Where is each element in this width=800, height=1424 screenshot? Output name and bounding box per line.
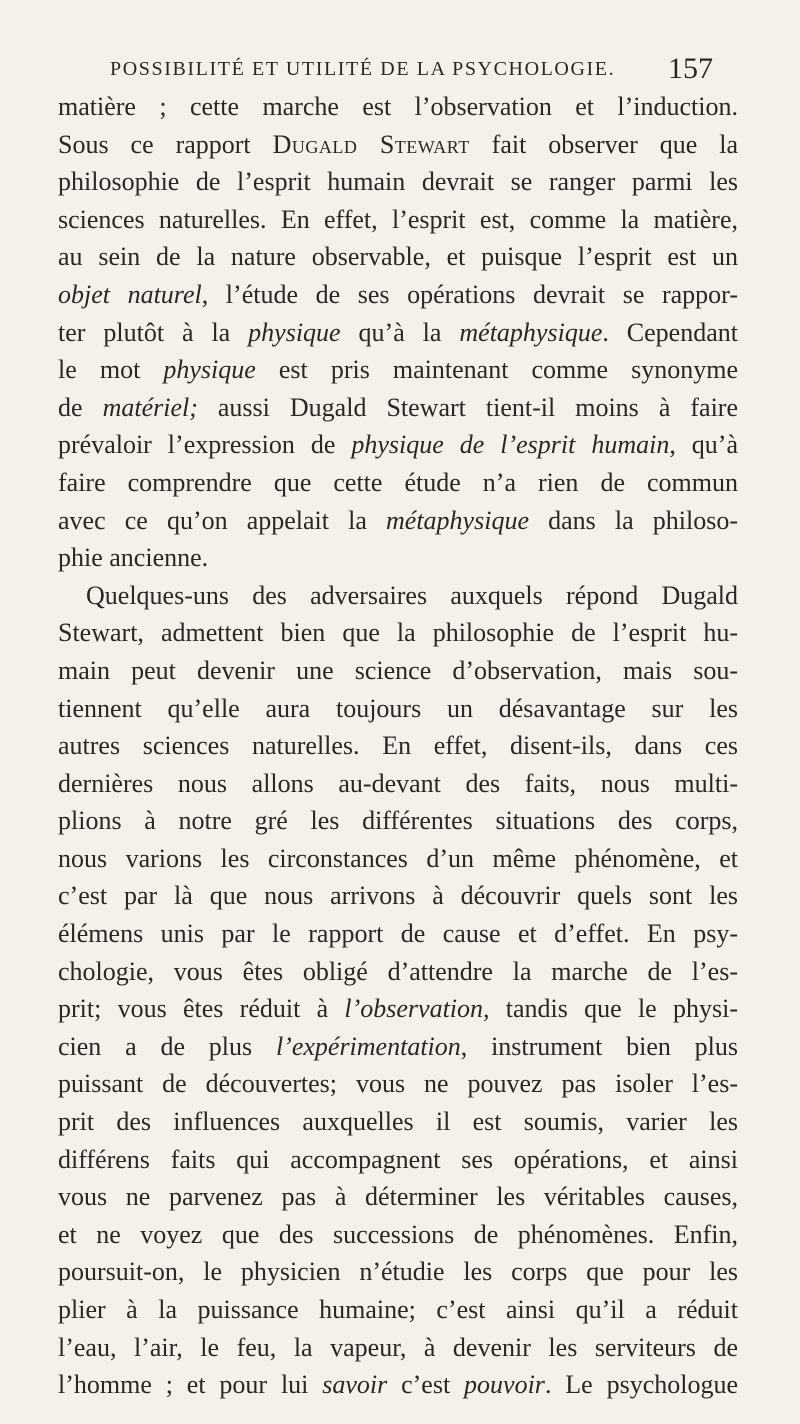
text-run: c’est par là que nous arrivons à découvrir quels sont les	[58, 881, 738, 911]
text-line	[58, 1065, 738, 1103]
text-line	[58, 690, 738, 728]
text-line	[58, 88, 738, 126]
text-run: l’homme ; et pour lui	[58, 1370, 323, 1400]
body-text	[58, 88, 738, 1404]
text-run: et ne voyez que des successions de phénomènes. Enfin,	[58, 1219, 738, 1249]
text-line	[58, 840, 738, 878]
text-run: tiennent qu’elle aura toujours un désavantage sur les	[58, 693, 738, 723]
text-run: nous varions les circonstances d’un même phénomène, et	[58, 843, 738, 873]
text-line	[58, 1103, 738, 1141]
text-run: tandis que le physi-	[489, 994, 738, 1024]
text-run: Stewart, admettent bien que la philosophie de l’esprit hu-	[58, 618, 738, 648]
text-line	[58, 276, 738, 314]
italic-text: l’observation,	[344, 994, 490, 1024]
text-line	[58, 765, 738, 803]
text-line	[58, 539, 738, 577]
text-run: . Le psychologue	[544, 1370, 738, 1400]
text-line	[58, 201, 738, 239]
text-line	[58, 1329, 738, 1367]
text-line	[58, 314, 738, 352]
italic-text: l’expérimentation	[275, 1031, 461, 1061]
text-line	[58, 990, 738, 1028]
text-run: autres sciences naturelles. En effet, disent-ils, dans ces	[58, 731, 738, 761]
italic-text: métaphysique	[386, 505, 529, 535]
text-line	[58, 652, 738, 690]
text-run: prit; vous êtes réduit à	[58, 994, 345, 1024]
page-number: 157	[668, 52, 713, 85]
text-line	[58, 464, 738, 502]
italic-text: physique	[163, 355, 256, 385]
running-title: POSSIBILITÉ ET UTILITÉ DE LA PSYCHOLOGIE.	[110, 58, 616, 80]
text-line	[58, 426, 738, 464]
text-line	[58, 1178, 738, 1216]
text-run: de	[58, 392, 103, 422]
text-line	[58, 1216, 738, 1254]
text-run: c’est	[387, 1370, 465, 1400]
text-line	[58, 727, 738, 765]
text-run: faire comprendre que cette étude n’a rien de commun	[58, 467, 738, 497]
text-run: l’eau, l’air, le feu, la vapeur, à devenir les serviteurs de	[58, 1332, 738, 1362]
text-run: cien a de plus	[58, 1031, 276, 1061]
running-head	[0, 52, 800, 92]
text-line	[58, 389, 738, 427]
text-run: différens faits qui accompagnent ses opérations, et ainsi	[58, 1144, 738, 1174]
text-run: fait observer que la	[469, 129, 738, 159]
text-line	[58, 915, 738, 953]
text-line	[58, 1028, 738, 1066]
text-line	[58, 238, 738, 276]
italic-text: objet naturel	[58, 279, 202, 309]
text-run: philosophie de l’esprit humain devrait se ranger parmi les	[58, 167, 738, 197]
text-run: dernières nous allons au-devant des faits, nous multi-	[58, 768, 738, 798]
text-run: , l’étude de ses opérations devrait se rappor-	[201, 279, 738, 309]
text-line	[58, 502, 738, 540]
text-run: au sein de la nature observable, et puisque l’esprit est un	[58, 242, 738, 272]
text-line	[58, 1291, 738, 1329]
italic-text: métaphysique	[459, 317, 603, 347]
text-run: plier à la puissance humaine; c’est ainsi qu’il a réduit	[58, 1295, 738, 1324]
text-run: puissant de découvertes; vous ne pouvez pas isoler l’es-	[58, 1069, 738, 1099]
text-run: prit des influences auxquelles il est soumis, varier les	[58, 1107, 738, 1137]
text-run: chologie, vous êtes obligé d’attendre la marche de l’es-	[58, 956, 738, 986]
text-run: est pris maintenant comme synonyme	[255, 355, 738, 385]
text-line	[58, 126, 738, 164]
text-run: ter plutôt à la	[58, 317, 249, 347]
text-run: phie ancienne.	[58, 543, 209, 573]
text-line	[58, 614, 738, 652]
text-run: élémens unis par le rapport de cause et d’effet. En psy-	[58, 919, 738, 949]
text-run: sciences naturelles. En effet, l’esprit est, comme la matière,	[58, 204, 738, 234]
text-run: matière ; cette marche est l’observation et l’induction.	[58, 92, 738, 121]
text-run: avec ce qu’on appelait la	[58, 505, 387, 535]
text-run: plions à notre gré les différentes situations des corps,	[58, 806, 738, 836]
text-run: Sous ce rapport	[58, 129, 273, 159]
text-run: le mot	[58, 355, 164, 385]
text-line	[58, 577, 738, 615]
text-run: , qu’à	[669, 430, 738, 460]
text-run: vous ne parvenez pas à déterminer les véritables causes,	[58, 1182, 738, 1212]
text-run: , instrument bien plus	[460, 1031, 738, 1061]
text-run: Quelques-uns des adversaires auxquels répond Dugald	[86, 580, 738, 610]
text-run: qu’à la	[340, 317, 460, 347]
text-run: dans la philoso-	[528, 505, 738, 535]
italic-text: savoir	[322, 1370, 388, 1400]
text-line	[58, 802, 738, 840]
text-run: aussi Dugald Stewart tient-il moins à faire	[197, 392, 738, 422]
italic-text: matériel;	[102, 392, 198, 422]
text-run: . Cependant	[602, 317, 738, 347]
italic-text: physique de l’esprit humain	[351, 430, 670, 460]
text-line	[58, 163, 738, 201]
text-line	[58, 1366, 738, 1404]
italic-text: pouvoir	[464, 1370, 545, 1400]
text-line	[58, 351, 738, 389]
italic-text: physique	[248, 317, 341, 347]
text-line	[58, 953, 738, 991]
text-line	[58, 1141, 738, 1179]
text-run: prévaloir l’expression de	[58, 430, 352, 460]
text-line	[58, 1253, 738, 1291]
text-run: poursuit-on, le physicien n’étudie les corps que pour les	[58, 1257, 738, 1287]
text-run: main peut devenir une science d’observation, mais sou-	[58, 655, 738, 685]
text-line	[58, 877, 738, 915]
small-caps-name: Dugald Stewart	[272, 129, 470, 159]
